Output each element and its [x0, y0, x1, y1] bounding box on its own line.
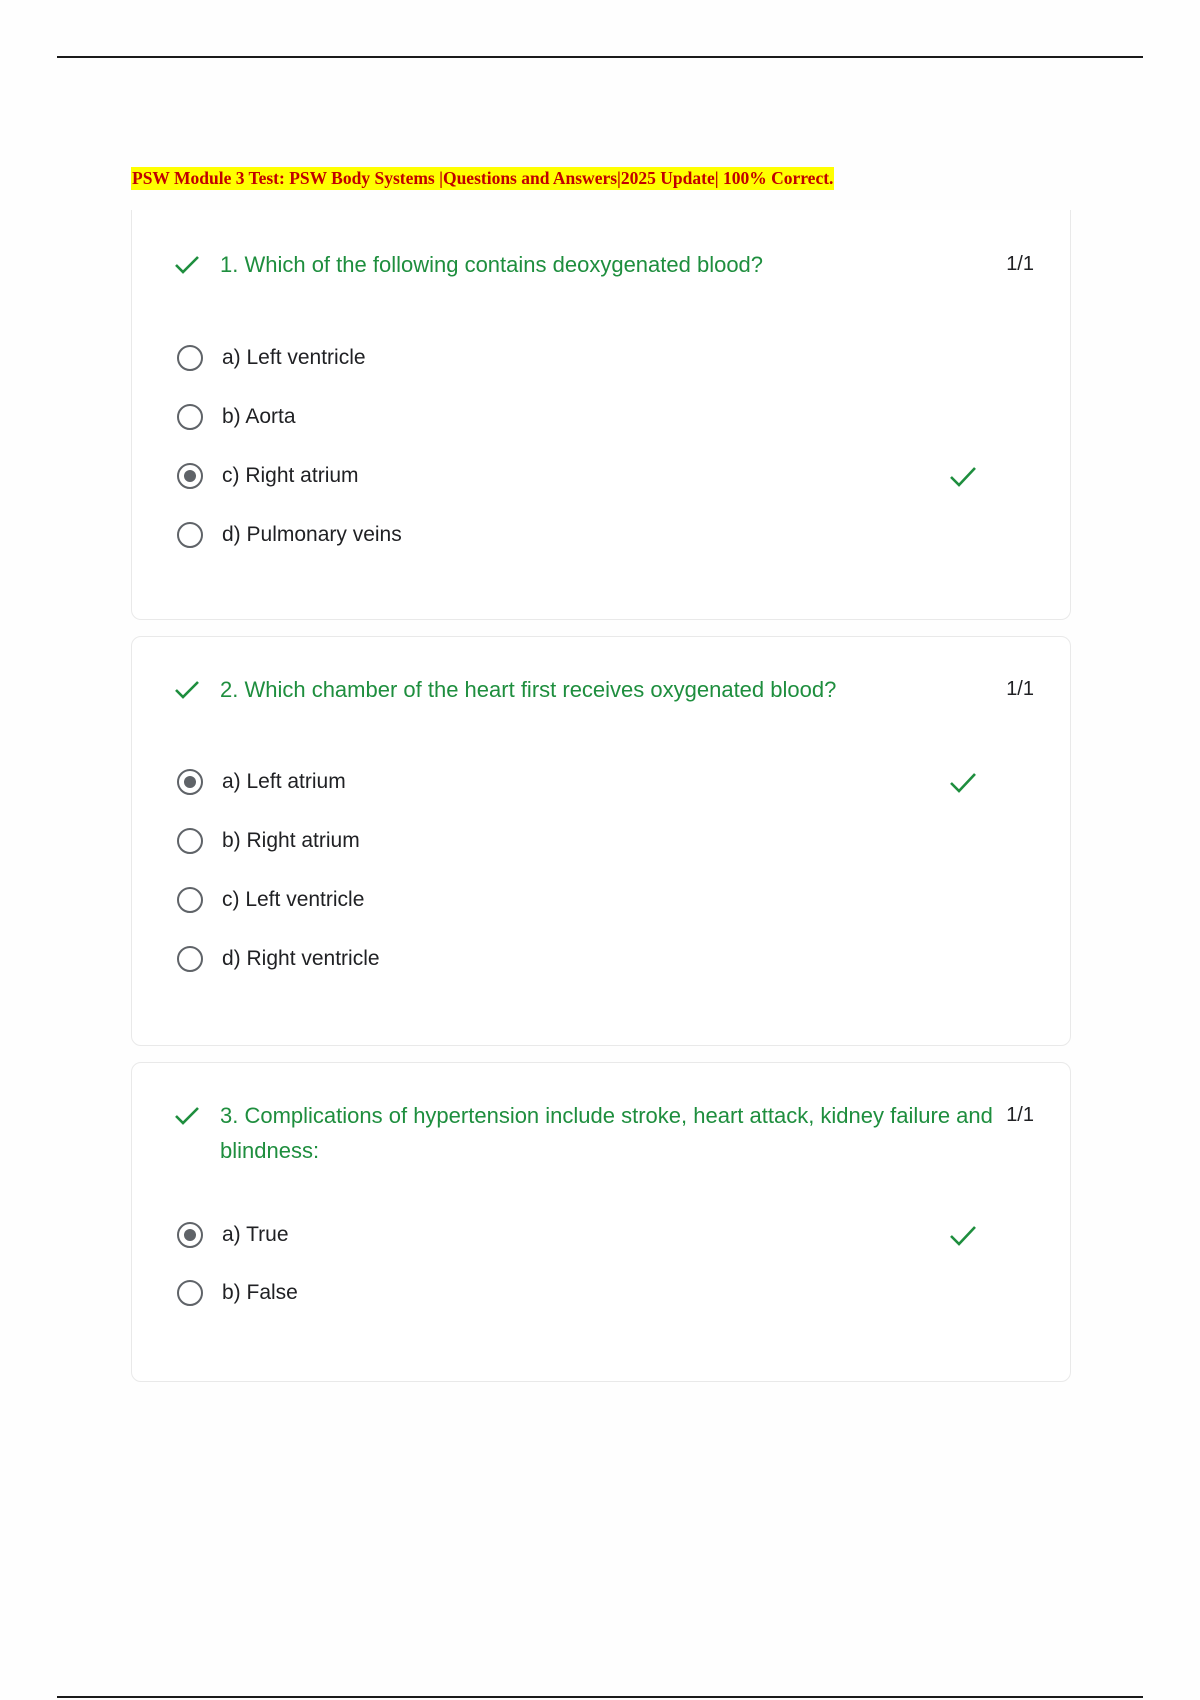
- question-text: 1. Which of the following contains deoxygenated blood?: [220, 252, 764, 277]
- correct-answer-check-icon: [947, 767, 979, 797]
- correct-check-icon: [172, 250, 202, 280]
- correct-answer-check-icon: [947, 461, 979, 491]
- option-label: d) Right ventricle: [222, 947, 380, 970]
- question-text: 3. Complications of hypertension include stroke, heart attack, kidney failure and blindness:: [220, 1103, 993, 1163]
- option-label: a) Left atrium: [222, 770, 346, 793]
- option-label: a) True: [222, 1223, 289, 1246]
- option-label: d) Pulmonary veins: [222, 523, 402, 546]
- option[interactable]: [177, 1278, 1027, 1312]
- question-score: 1/1: [1006, 678, 1034, 700]
- question-score: 1/1: [1006, 1104, 1034, 1126]
- radio-button-selected[interactable]: [177, 1222, 203, 1248]
- correct-answer-check-icon: [947, 1220, 979, 1250]
- top-rule: [57, 56, 1143, 58]
- option-label: c) Right atrium: [222, 464, 359, 487]
- question-text: 2. Which chamber of the heart first receives oxygenated blood?: [220, 677, 837, 702]
- option[interactable]: [177, 767, 1027, 801]
- option-label: a) Left ventricle: [222, 346, 366, 369]
- question-card-1: [131, 210, 1071, 620]
- radio-button-selected[interactable]: [177, 769, 203, 795]
- radio-button[interactable]: [177, 828, 203, 854]
- radio-button[interactable]: [177, 946, 203, 972]
- option-label: c) Left ventricle: [222, 888, 365, 911]
- option[interactable]: [177, 885, 1027, 919]
- correct-check-icon: [172, 675, 202, 705]
- question-score: 1/1: [1006, 253, 1034, 275]
- radio-button[interactable]: [177, 1280, 203, 1306]
- option-label: b) Right atrium: [222, 829, 360, 852]
- question-card-2: [131, 636, 1071, 1046]
- option[interactable]: [177, 1220, 1027, 1254]
- correct-check-icon: [172, 1101, 202, 1131]
- option[interactable]: [177, 461, 1027, 495]
- option[interactable]: [177, 402, 1027, 436]
- radio-button[interactable]: [177, 345, 203, 371]
- bottom-rule: [57, 1696, 1143, 1698]
- option-label: b) False: [222, 1281, 298, 1304]
- radio-button[interactable]: [177, 887, 203, 913]
- option[interactable]: [177, 826, 1027, 860]
- radio-button[interactable]: [177, 404, 203, 430]
- option[interactable]: [177, 944, 1027, 978]
- question-card-3: [131, 1062, 1071, 1382]
- option[interactable]: [177, 520, 1027, 554]
- radio-button-selected[interactable]: [177, 463, 203, 489]
- option-label: b) Aorta: [222, 405, 296, 428]
- option[interactable]: [177, 343, 1027, 377]
- document-header: PSW Module 3 Test: PSW Body Systems |Questions and Answers|2025 Update| 100% Correct.: [132, 168, 834, 188]
- radio-button[interactable]: [177, 522, 203, 548]
